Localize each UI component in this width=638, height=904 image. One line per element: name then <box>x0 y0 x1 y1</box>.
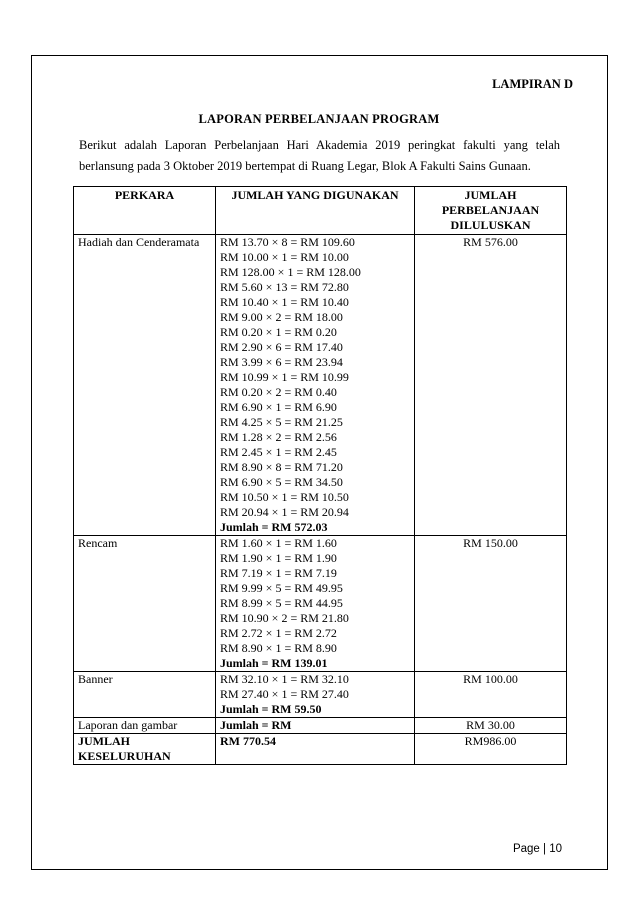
approved-amount: RM 576.00 <box>415 235 567 536</box>
expense-line: RM 2.90 × 6 = RM 17.40 <box>220 340 343 354</box>
approved-amount: RM 150.00 <box>415 536 567 672</box>
grand-total-row <box>74 734 567 765</box>
expense-line: RM 32.10 × 1 = RM 32.10 <box>220 672 349 686</box>
expense-line: RM 1.28 × 2 = RM 2.56 <box>220 430 337 444</box>
table-row <box>74 235 567 536</box>
table-row <box>74 718 567 734</box>
subtotal: Jumlah = RM <box>220 718 292 732</box>
grand-total-approved: RM986.00 <box>415 734 567 765</box>
table-row <box>74 672 567 718</box>
header-jumlah-digunakan: JUMLAH YANG DIGUNAKAN <box>216 187 415 235</box>
table-header-row <box>74 187 567 235</box>
table-body <box>74 235 567 765</box>
approved-amount: RM 100.00 <box>415 672 567 718</box>
expense-breakdown <box>216 718 415 734</box>
expense-table <box>73 186 567 765</box>
expense-line: RM 8.90 × 8 = RM 71.20 <box>220 460 343 474</box>
item-name: Hadiah dan Cenderamata <box>74 235 216 536</box>
item-name: Laporan dan gambar <box>74 718 216 734</box>
expense-line: RM 1.90 × 1 = RM 1.90 <box>220 551 337 565</box>
expense-line: RM 2.72 × 1 = RM 2.72 <box>220 626 337 640</box>
expense-line: RM 2.45 × 1 = RM 2.45 <box>220 445 337 459</box>
page-title: LAPORAN PERBELANJAAN PROGRAM <box>198 112 440 126</box>
grand-total-used: RM 770.54 <box>216 734 415 765</box>
expense-line: RM 6.90 × 5 = RM 34.50 <box>220 475 343 489</box>
table-row <box>74 536 567 672</box>
expense-line: RM 3.99 × 6 = RM 23.94 <box>220 355 343 369</box>
expense-line: RM 13.70 × 8 = RM 109.60 <box>220 235 355 249</box>
expense-line: RM 7.19 × 1 = RM 7.19 <box>220 566 337 580</box>
expense-line: RM 8.90 × 1 = RM 8.90 <box>220 641 337 655</box>
expense-line: RM 10.00 × 1 = RM 10.00 <box>220 250 349 264</box>
page-number: Page | 10 <box>512 843 562 855</box>
expense-breakdown <box>216 235 415 536</box>
expense-line: RM 4.25 × 5 = RM 21.25 <box>220 415 343 429</box>
item-name: Banner <box>74 672 216 718</box>
subtotal: Jumlah = RM 139.01 <box>220 656 328 670</box>
expense-line: RM 10.99 × 1 = RM 10.99 <box>220 370 349 384</box>
expense-line: RM 10.90 × 2 = RM 21.80 <box>220 611 349 625</box>
expense-line: RM 10.50 × 1 = RM 10.50 <box>220 490 349 504</box>
expense-line: RM 1.60 × 1 = RM 1.60 <box>220 536 337 550</box>
item-name: Rencam <box>74 536 216 672</box>
expense-line: RM 9.00 × 2 = RM 18.00 <box>220 310 343 324</box>
grand-total-label: JUMLAH KESELURUHAN <box>74 734 216 765</box>
intro-paragraph: Berikut adalah Laporan Perbelanjaan Hari Akademia 2019 peringkat fakulti yang telah berlansung pada 3 Oktober 2019 bertempat di Ruang Legar, Blok A Fakulti Sains Gunaan. <box>79 138 560 173</box>
expense-line: RM 20.94 × 1 = RM 20.94 <box>220 505 349 519</box>
appendix-label: LAMPIRAN D <box>492 77 573 91</box>
expense-line: RM 5.60 × 13 = RM 72.80 <box>220 280 349 294</box>
expense-line: RM 9.99 × 5 = RM 49.95 <box>220 581 343 595</box>
expense-line: RM 8.99 × 5 = RM 44.95 <box>220 596 343 610</box>
expense-line: RM 128.00 × 1 = RM 128.00 <box>220 265 361 279</box>
expense-line: RM 6.90 × 1 = RM 6.90 <box>220 400 337 414</box>
header-perkara: PERKARA <box>74 187 216 235</box>
approved-amount: RM 30.00 <box>415 718 567 734</box>
expense-line: RM 10.40 × 1 = RM 10.40 <box>220 295 349 309</box>
header-jumlah-diluluskan: JUMLAH PERBELANJAAN DILULUSKAN <box>415 187 567 235</box>
subtotal: Jumlah = RM 572.03 <box>220 520 328 534</box>
expense-line: RM 0.20 × 1 = RM 0.20 <box>220 325 337 339</box>
expense-breakdown <box>216 672 415 718</box>
expense-line: RM 0.20 × 2 = RM 0.40 <box>220 385 337 399</box>
subtotal: Jumlah = RM 59.50 <box>220 702 322 716</box>
expense-breakdown <box>216 536 415 672</box>
expense-line: RM 27.40 × 1 = RM 27.40 <box>220 687 349 701</box>
